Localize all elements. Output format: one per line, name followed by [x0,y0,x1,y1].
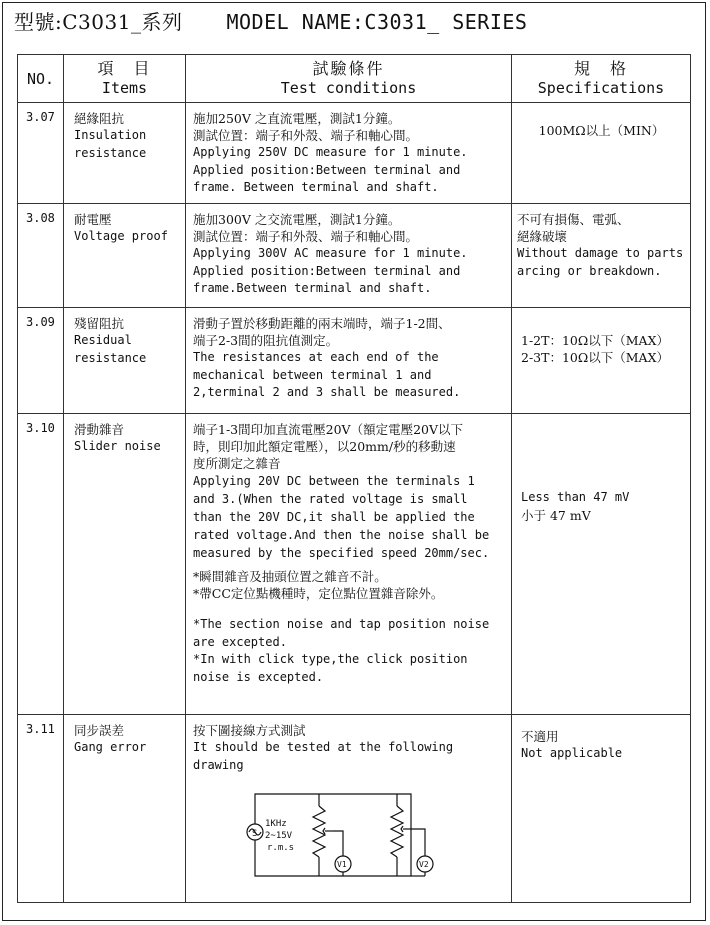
model-title-zh: 型號:C3031_系列 [14,10,183,34]
item-zh: 同步誤差 [74,723,125,738]
spec-table [17,54,691,903]
potentiometer-2 [391,806,403,857]
item-en: Voltage proof [74,229,168,243]
table-row [18,414,691,715]
item-en: resistance [74,350,147,365]
item-cell [64,103,186,204]
row-number: 3.08 [18,204,64,308]
item-cell [64,414,186,715]
col-spec [512,55,691,103]
condition-en: Applying 300V AC measure for 1 minute. [193,246,468,260]
row-number: 3.11 [18,715,64,903]
conditions-cell [186,715,512,903]
spec-cell [512,103,691,204]
condition-zh: 測試位置：端子和外殼、端子和軸心間。 [193,128,419,143]
condition-en: 2,terminal 2 and 3 shall be measured. [193,385,461,399]
item-en: Residual [74,333,132,347]
table-row [18,308,691,414]
spec-text: 不可有損傷、電弧、 [517,212,630,227]
condition-zh: 按下圖接線方式測試 [193,723,306,738]
item-cell [64,204,186,308]
spec-cell [512,308,691,414]
note-zh: *瞬間雜音及抽頭位置之雜音不計。 [193,569,387,584]
conditions-cell [186,204,512,308]
table-row [18,103,691,204]
condition-en: Applied position:Between terminal and [193,162,461,177]
col-spec-zh: 規 格 [573,59,628,78]
note-en: *The section noise and tap position noise [193,617,490,631]
spec-cell [512,715,691,903]
spec-text: 1-2T：10Ω以下（MAX） [521,333,669,348]
condition-en: frame. Between terminal and shaft. [193,180,439,194]
condition-en: Applied position:Between terminal and [193,263,461,278]
spec-text: 絕緣破壞 [517,229,568,244]
condition-en: The resistances at each end of the [193,350,439,364]
note-en: *In with click type,the click position [193,652,468,666]
condition-en: mechanical between terminal 1 and [193,367,432,382]
meter-v1-label: V1 [337,860,347,869]
source-frequency-label: 1KHz [265,819,287,829]
condition-zh: 施加300V 之交流電壓，測試1分鐘。 [193,212,401,227]
page-header [14,6,527,40]
item-zh: 殘留阻抗 [74,316,125,331]
spec-text: Not applicable [521,746,623,760]
item-zh: 耐電壓 [74,212,112,227]
condition-en: rated voltage.And then the noise shall be [193,528,490,542]
spec-cell [512,204,691,308]
condition-zh: 施加250V 之直流電壓，測試1分鐘。 [193,111,401,126]
source-voltage-label: 2~15V [265,831,293,841]
conditions-cell [186,103,512,204]
conditions-cell [186,414,512,715]
note-zh: *帶CC定位點機種時，定位點位置雜音除外。 [193,586,444,601]
table-header-row [18,55,691,103]
conditions-cell [186,308,512,414]
condition-zh: 端子2-3間的阻抗值測定。 [193,333,339,348]
condition-en: It should be tested at the following [193,740,454,754]
row-number: 3.09 [18,308,64,414]
condition-en: drawing [193,757,244,772]
spec-text: Less than 47 mV [521,490,630,504]
item-en: resistance [74,145,147,160]
note-en: are excepted. [193,634,287,649]
item-en: Insulation [74,128,147,142]
col-spec-en: Specifications [537,79,665,97]
col-no [18,55,64,103]
col-items-zh: 項 目 [97,59,152,78]
col-no-label: NO. [26,70,55,88]
col-items-en: Items [101,79,148,97]
model-title-en: MODEL NAME:C3031_ SERIES [226,10,528,34]
gang-error-circuit-diagram [193,784,503,894]
row-number: 3.10 [18,414,64,715]
spec-text: 2-3T：10Ω以下（MAX） [521,350,669,365]
item-cell [64,308,186,414]
condition-en: Applying 20V DC between the terminals 1 [193,474,475,488]
col-items [64,55,186,103]
row-number: 3.07 [18,103,64,204]
item-zh: 絕緣阻抗 [74,111,125,126]
condition-zh: 時，則印加此額定電壓），以20mm/秒的移動速 [193,439,456,454]
condition-en: and 3.(When the rated voltage is small [193,492,468,506]
condition-zh: 度所測定之雜音 [193,456,281,471]
col-conditions-zh: 試驗條件 [312,59,385,78]
item-en: Slider noise [74,439,161,453]
spec-text: Without damage to parts [517,246,684,260]
spec-text: 100MΩ以上（MIN） [538,123,665,138]
col-conditions-en: Test conditions [280,79,417,97]
spec-cell [512,414,691,715]
item-cell [64,715,186,903]
condition-en: Applying 250V DC measure for 1 minute. [193,145,468,159]
spec-text: arcing or breakdown. [517,263,662,278]
condition-en: frame.Between terminal and shaft. [193,281,432,295]
condition-zh: 滑動子置於移動距離的兩末端時，端子1-2間、 [193,316,451,331]
condition-zh: 端子1-3間印加直流電壓20V（額定電壓20V以下 [193,422,463,437]
condition-en: measured by the specified speed 20mm/sec. [193,546,490,560]
table-row [18,204,691,308]
meter-v2-label: V2 [419,860,429,869]
col-conditions [186,55,512,103]
spec-text: 小于 47 mV [521,507,591,523]
note-en: noise is excepted. [193,669,324,684]
condition-en: than the 20V DC,it shall be applied the [193,510,475,524]
spec-text: 不適用 [521,729,559,744]
item-zh: 滑動雜音 [74,422,125,437]
source-rms-label: r.m.s [267,843,295,853]
item-en: Gang error [74,740,147,754]
condition-zh: 測試位置：端子和外殼、端子和軸心間。 [193,229,419,244]
ac-source-symbol: S [252,829,258,839]
table-row [18,715,691,903]
